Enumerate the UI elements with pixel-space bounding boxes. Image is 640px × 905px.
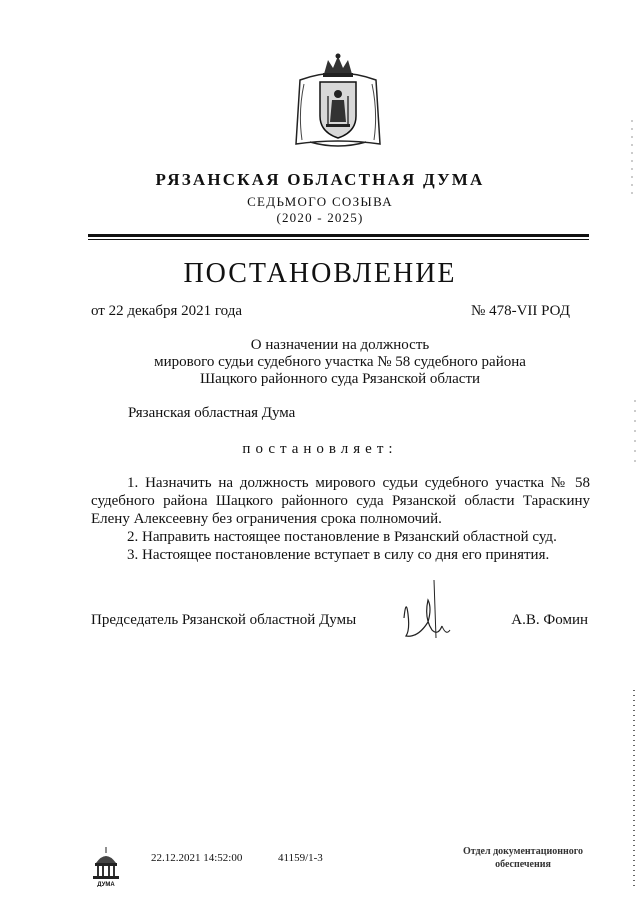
subject-line: Шацкого районного суда Рязанской области (199, 371, 481, 387)
document-type: ПОСТАНОВЛЕНИЕ (183, 258, 457, 289)
stamp-line: обеспечения (495, 859, 551, 870)
registration-id: 41159/1-3 (278, 852, 323, 864)
signatory-name: А.В. Фомин (511, 612, 588, 628)
department-stamp (438, 845, 608, 871)
header-divider-thick (88, 234, 589, 237)
coat-of-arms-icon (288, 52, 388, 152)
document-number: № 478-VII РОД (471, 303, 570, 319)
decree-item: 1. Назначить на должность мирового судьи судебного участка № 58 судебного района Шацкого районного суда Рязанской области Тараскину Елену Алексеевну без ограничения срока полномочий. (91, 475, 590, 527)
duma-building-icon (92, 845, 120, 887)
organization-name: РЯЗАНСКАЯ ОБЛАСТНАЯ ДУМА (155, 170, 485, 189)
subject-line: О назначении на должность (250, 337, 430, 353)
decree-item: 3. Настоящее постановление вступает в силу со дня его принятия. (127, 547, 550, 563)
handwritten-signature-icon (398, 578, 518, 648)
decree-item: 2. Направить настоящее постановление в Рязанский областной суд. (127, 529, 557, 545)
footer-logo-label: ДУМА (97, 882, 115, 887)
convocation-label: СЕДЬМОГО СОЗЫВА (247, 194, 393, 209)
document-date: от 22 декабря 2021 года (91, 303, 243, 319)
stamp-line: Отдел документационного (462, 846, 584, 857)
issuer-name: Рязанская областная Дума (128, 405, 296, 421)
registration-timestamp: 22.12.2021 14:52:00 (151, 852, 243, 864)
signatory-title: Председатель Рязанской областной Думы (91, 612, 357, 628)
subject-line: мирового судьи судебного участка № 58 судебного района (154, 354, 526, 370)
scan-edge-artifact (626, 0, 640, 905)
decree-word: постановляет: (242, 441, 398, 457)
document-subject (90, 337, 590, 388)
decree-items (91, 474, 590, 564)
term-label: (2020 - 2025) (276, 210, 364, 225)
header-divider-thin (88, 239, 589, 240)
